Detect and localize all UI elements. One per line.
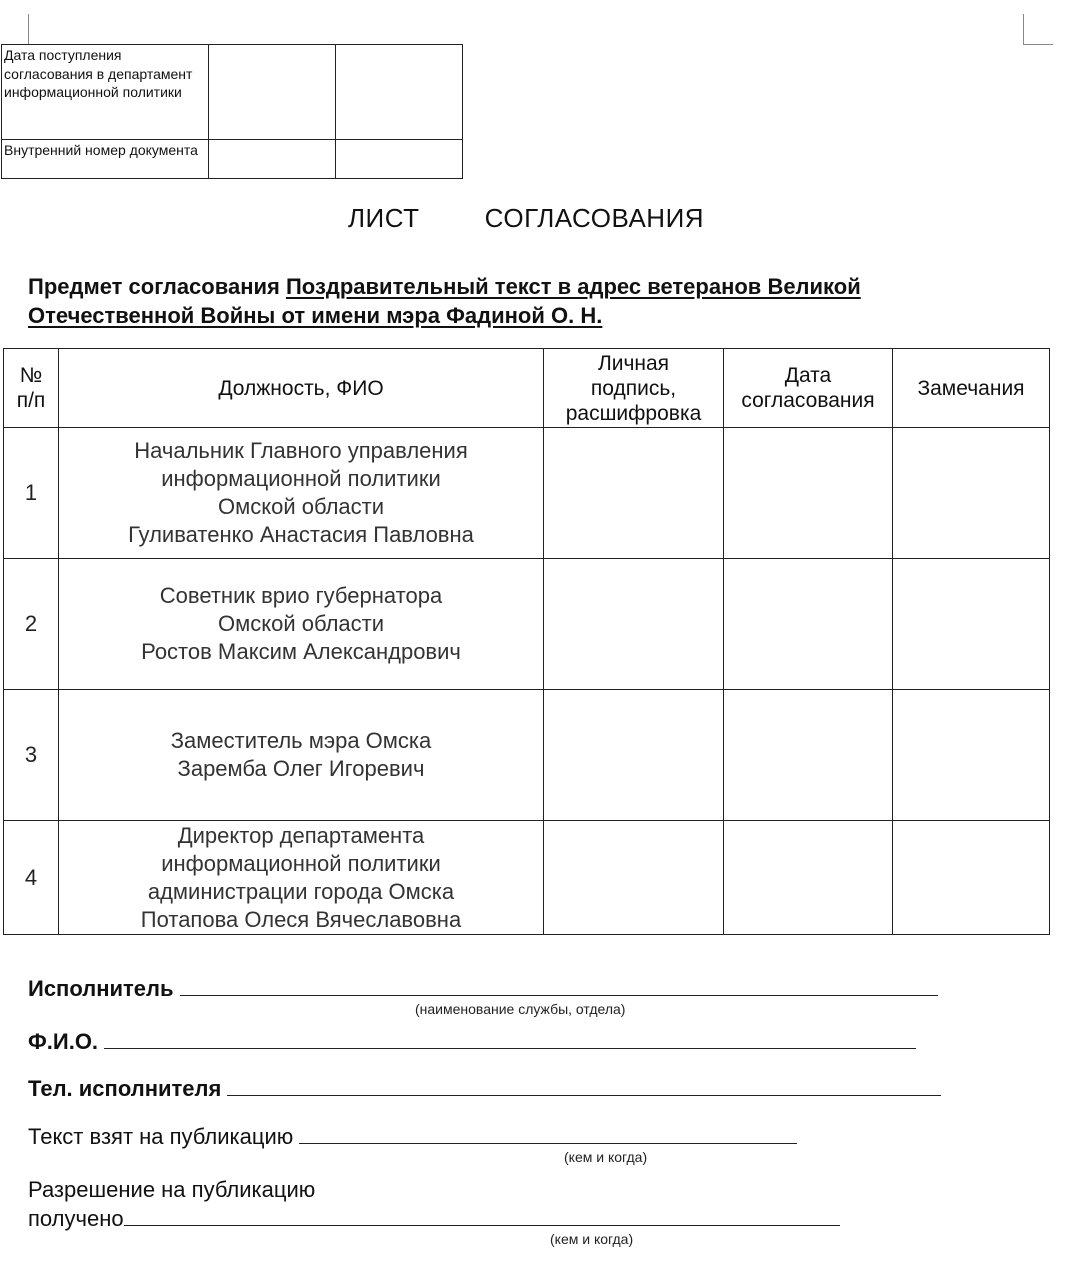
row-signature-cell [544,690,724,821]
permission-label: Разрешение на публикацию [28,1177,316,1202]
approval-row [4,559,1050,690]
crop-mark-left [28,14,29,44]
row-remarks-cell [893,428,1050,559]
header-signature: Личная подпись, расшифровка [544,349,724,428]
row-position: Советник врио губернатора Омской области Ростов Максим Александрович [59,559,544,690]
executor-row [28,975,938,1002]
executor-hint: (наименование службы, отдела) [415,1001,626,1017]
permission-row-1 [28,1177,315,1203]
fio-line [104,1028,916,1049]
intake-row-number [2,140,463,179]
permission-hint: (кем и когда) [550,1231,634,1247]
intake-number-label: Внутренний номер документа [2,140,209,179]
intake-row-date [2,45,463,140]
taken-row [28,1123,797,1150]
row-position: Директор департамента информационной политики администрации города Омска Потапова Олеся Вячеславовна [59,821,544,935]
intake-date-label: Дата поступления согласования в департамент информационной политики [2,45,209,140]
phone-label: Тел. исполнителя [28,1076,222,1101]
row-date-cell [724,821,893,935]
approval-row [4,690,1050,821]
row-signature-cell [544,559,724,690]
permission-row-2 [28,1205,840,1232]
row-number: 4 [4,821,59,935]
document-title: ЛИСТ СОГЛАСОВАНИЯ [347,203,705,233]
header-date: Дата согласования [724,349,893,428]
crop-mark-right-v [1023,14,1024,44]
row-remarks-cell [893,690,1050,821]
row-position: Заместитель мэра Омска Заремба Олег Игоревич [59,690,544,821]
intake-table [1,44,463,179]
approval-header-row [4,349,1050,428]
crop-mark-right-h [1023,44,1053,45]
header-number: № п/п [4,349,59,428]
row-number: 1 [4,428,59,559]
intake-date-cell-1 [209,45,336,140]
fio-row [28,1028,916,1055]
row-signature-cell [544,821,724,935]
permission-label-2: получено [28,1206,124,1231]
intake-number-cell-2 [336,140,463,179]
row-number: 3 [4,690,59,821]
row-date-cell [724,690,893,821]
phone-row [28,1075,941,1102]
row-signature-cell [544,428,724,559]
executor-line [180,975,938,996]
executor-label: Исполнитель [28,976,174,1001]
row-remarks-cell [893,559,1050,690]
subject-line [28,272,1028,330]
header-position: Должность, ФИО [59,349,544,428]
row-number: 2 [4,559,59,690]
row-position: Начальник Главного управления информационной политики Омской области Гуливатенко Анастасия Павловна [59,428,544,559]
fio-label: Ф.И.О. [28,1029,99,1054]
phone-line [227,1075,941,1096]
row-remarks-cell [893,821,1050,935]
row-date-cell [724,428,893,559]
permission-line [124,1205,840,1226]
header-remarks: Замечания [893,349,1050,428]
row-date-cell [724,559,893,690]
subject-label: Предмет согласования [28,274,280,299]
intake-number-cell-1 [209,140,336,179]
approval-table [3,348,1050,935]
subject-value: Поздравительный текст в адрес ветеранов Великой Отечественной Войны от имени мэра Фадиной О. Н. [28,274,861,328]
taken-hint: (кем и когда) [564,1149,648,1165]
approval-row [4,821,1050,935]
taken-label: Текст взят на публикацию [28,1124,294,1149]
approval-row [4,428,1050,559]
intake-date-cell-2 [336,45,463,140]
taken-line [299,1123,797,1144]
